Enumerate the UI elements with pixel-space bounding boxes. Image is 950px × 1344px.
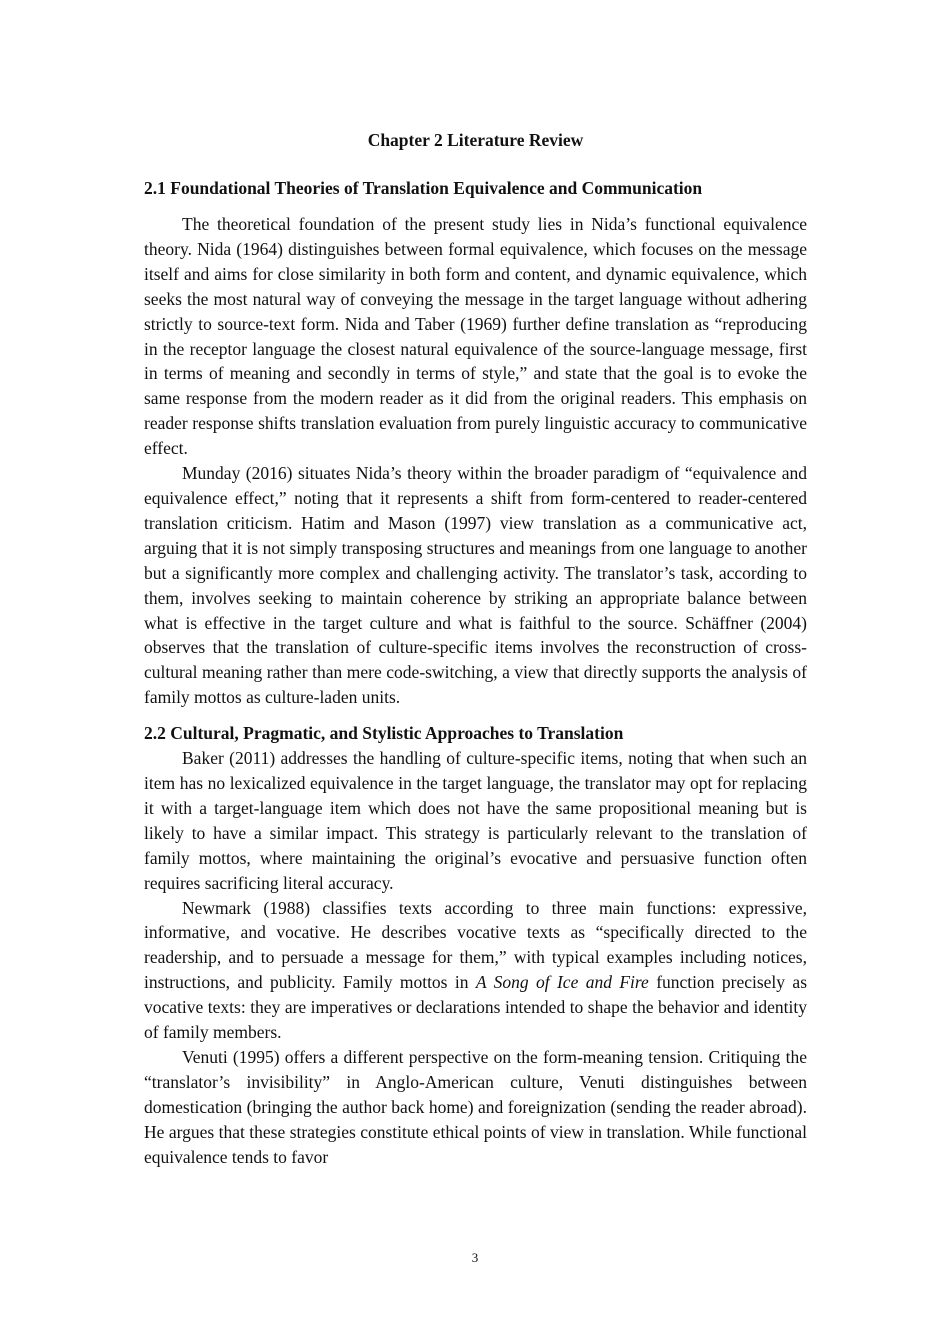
chapter-title: Chapter 2 Literature Review [367,130,584,150]
page-number: 3 [471,1250,479,1265]
paragraph-text: Munday (2016) situates Nida’s theory within the broader paradigm of “equivalence and equivalence effect,” noting that it represents a shift from form-centered to reader-centered translation criticism. Hatim and Mason (1997) view translation as a communicative act, arguing that it is not simply transposing structures and meanings from one language to another but a significantly more complex and challenging activity. The translator’s task, according to them, involves seeking to maintain coherence by striking an appropriate balance between what is effective in the target culture and what is faithful to the source. Schäffner (2004) observes that the translation of culture-specific items involves the reconstruction of cross-cultural meaning rather than mere code-switching, a view that directly supports the analysis of family mottos as culture-laden units. [144,463,807,708]
paragraph-text: Baker (2011) addresses the handling of culture-specific items, noting that when such an item has no lexicalized equivalence in the target language, the translator may opt for replacing it with a target-language item which does not have the same propositional meaning but is likely to have a similar impact. This strategy is particularly relevant to the translation of family mottos, where maintaining the original’s evocative and persuasive function often requires sacrificing literal accuracy. [144,748,807,893]
paragraph-text: Newmark (1988) classifies texts according to three main functions: expressive, informative, and vocative. He describes vocative texts as “specifically directed to the readership, and to persuade a message for them,” with typical examples including notices, instructions, and publicity. Family mottos in [144,897,807,993]
paragraph-munday [144,461,807,710]
section-heading-2-2: 2.2 Cultural, Pragmatic, and Stylistic Approaches to Translation [144,723,624,744]
paragraph-newmark [144,896,807,1045]
page-body [144,128,807,1170]
paragraph-text: The theoretical foundation of the present study lies in Nida’s functional equivalence theory. Nida (1964) distinguishes between formal equivalence, which focuses on the message itself and aims for close similarity in both form and content, and dynamic equivalence, which seeks the most natural way of conveying the message in the target language without adhering strictly to source-text form. Nida and Taber (1969) further define translation as “reproducing in the receptor language the closest natural equivalence of the source-language message, first in terms of meaning and secondly in terms of style,” and state that the goal is to evoke the same response from the modern reader as it did from the original readers. This emphasis on reader response shifts translation evaluation from purely linguistic accuracy to communicative effect. [144,214,807,459]
book-title: A Song of Ice and Fire [475,972,649,993]
paragraph-nida [144,212,807,461]
paragraph-text: Venuti (1995) offers a different perspective on the form-meaning tension. Critiquing the “translator’s invisibility” in Anglo-American culture, Venuti distinguishes between domestication (bringing the author back home) and foreignization (sending the reader abroad). He argues that these strategies constitute ethical points of view in translation. While functional equivalence tends to favor [144,1047,807,1167]
paragraph-venuti [144,1045,807,1170]
section-heading-2-1: 2.1 Foundational Theories of Translation Equivalence and Communication [144,178,703,198]
paragraph-baker [144,746,807,895]
paragraph-text: function precisely as vocative texts: they are imperatives or declarations intended to shape the behavior and identity of family members. [144,972,807,1043]
